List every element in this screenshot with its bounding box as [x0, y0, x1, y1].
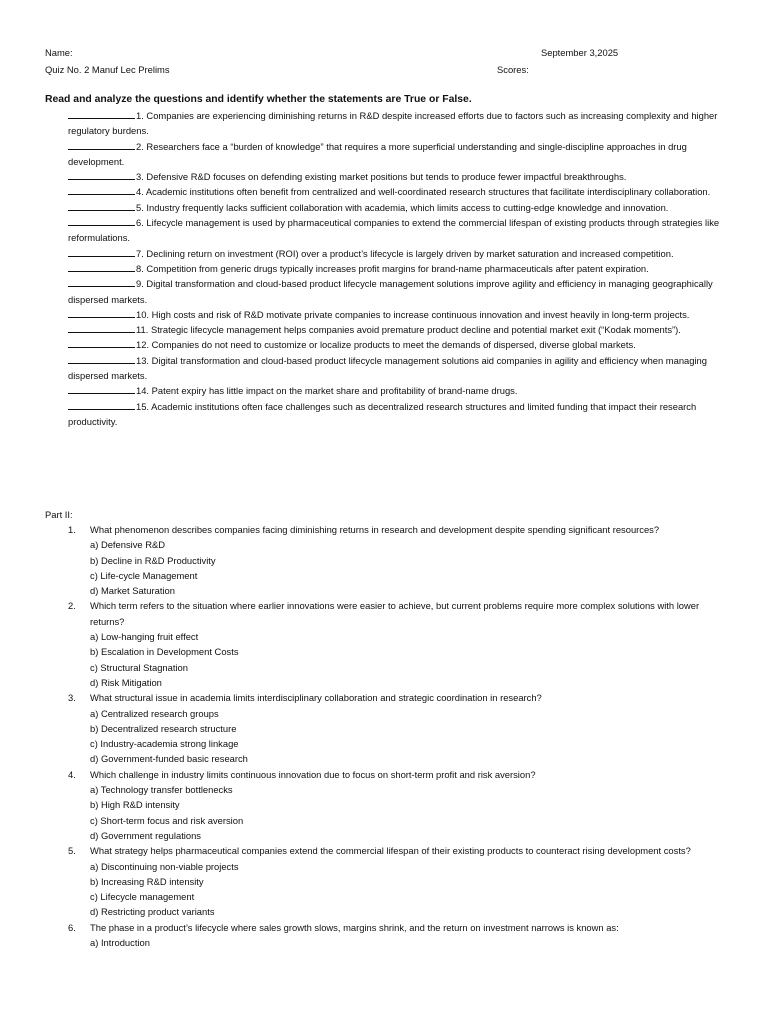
mcq-item [68, 522, 724, 598]
answer-blank[interactable] [68, 170, 135, 180]
answer-blank[interactable] [68, 201, 135, 211]
tf-statement: 2. Researchers face a “burden of knowledge” that requires a more superficial understanding and single-discipline approaches in drug development. [68, 140, 687, 167]
question-text: What phenomenon describes companies facing diminishing returns in research and development despite spending significant resources? [90, 524, 660, 535]
mcq-item [68, 767, 724, 843]
answer-choice: a) Centralized research groups [90, 707, 219, 719]
mcq-item [68, 598, 724, 690]
tf-item [68, 246, 724, 261]
tf-item [68, 108, 724, 139]
tf-item [68, 184, 724, 199]
tf-statement: 4. Academic institutions often benefit from centralized and well-coordinated research structures that facilitate interdisciplinary collaboration. [136, 186, 711, 198]
answer-choice: d) Risk Mitigation [90, 676, 162, 688]
tf-item [68, 261, 724, 276]
answer-choice: c) Structural Stagnation [90, 661, 188, 673]
question-text: The phase in a product’s lifecycle where sales growth slows, margins shrink, and the return on investment narrows is known as: [90, 921, 619, 933]
question-text: Which term refers to the situation where earlier innovations were easier to achieve, but current problems require more complex solutions with lower returns? [90, 600, 700, 627]
tf-item [68, 353, 724, 384]
question-number: 2. [68, 600, 76, 612]
tf-item [68, 399, 724, 430]
answer-blank[interactable] [68, 323, 135, 333]
mcq-item [68, 920, 724, 951]
tf-statement: 9. Digital transformation and cloud-based product lifecycle management solutions improve agility and efficiency in managing geographically dispersed markets. [68, 278, 713, 305]
tf-statement: 14. Patent expiry has little impact on the market share and profitability of brand-name drugs. [136, 385, 518, 397]
answer-blank[interactable] [68, 216, 135, 226]
answer-choice: a) Defensive R&D [90, 539, 166, 551]
answer-choice: a) Discontinuing non-viable projects [90, 860, 239, 872]
answer-choice: a) Low-hanging fruit effect [90, 631, 199, 643]
tf-statement: 7. Declining return on investment (ROI) over a product’s lifecycle is largely driven by market saturation and increased competition. [136, 247, 674, 259]
tf-item [68, 307, 724, 322]
multiple-choice-list [68, 522, 724, 950]
answer-blank[interactable] [68, 277, 135, 287]
question-text: What strategy helps pharmaceutical companies extend the commercial lifespan of their existing products to counteract rising development costs? [90, 845, 691, 857]
tf-statement: 12. Companies do not need to customize or localize products to meet the demands of dispersed, diverse global markets. [136, 339, 636, 351]
answer-blank[interactable] [68, 400, 135, 410]
answer-blank[interactable] [68, 262, 135, 272]
question-number: 5. [68, 845, 76, 857]
tf-statement: 15. Academic institutions often face challenges such as decentralized research structures and limited funding that impact their research productivity. [68, 400, 697, 427]
tf-statement: 10. High costs and risk of R&D motivate private companies to increase continuous innovation and invest heavily in long-term projects. [136, 308, 690, 320]
answer-blank[interactable] [68, 308, 135, 318]
part2-heading: Part II: [45, 509, 73, 520]
tf-item [68, 337, 724, 352]
answer-blank[interactable] [68, 247, 135, 257]
tf-statement: 6. Lifecycle management is used by pharmaceutical companies to extend the commercial lifespan of existing products through strategies like reformulations. [68, 217, 720, 244]
answer-choice: c) Life-cycle Management [90, 569, 198, 581]
tf-item [68, 169, 724, 184]
tf-item [68, 139, 724, 170]
answer-choice: a) Technology transfer bottlenecks [90, 784, 233, 796]
answer-choice: d) Market Saturation [90, 585, 175, 597]
quiz-title: Quiz No. 2 Manuf Lec Prelims [45, 64, 170, 75]
answer-blank[interactable] [68, 185, 135, 195]
answer-choice: d) Government-funded basic research [90, 753, 248, 765]
instruction-heading: Read and analyze the questions and identify whether the statements are True or False. [45, 94, 472, 105]
name-label: Name: [45, 47, 73, 58]
scores-label: Scores: [497, 64, 529, 75]
answer-blank[interactable] [68, 109, 135, 119]
question-text: What structural issue in academia limits interdisciplinary collaboration and strategic coordination in research? [90, 692, 542, 704]
answer-choice: b) Decline in R&D Productivity [90, 554, 216, 566]
tf-item [68, 322, 724, 337]
answer-choice: b) Decentralized research structure [90, 722, 237, 734]
answer-blank[interactable] [68, 384, 135, 394]
answer-choice: d) Government regulations [90, 829, 201, 841]
tf-item [68, 200, 724, 215]
answer-choice: c) Lifecycle management [90, 891, 195, 903]
question-text: Which challenge in industry limits continuous innovation due to focus on short-term profit and risk aversion? [90, 768, 536, 780]
question-number: 1. [68, 524, 76, 535]
answer-choice: b) Increasing R&D intensity [90, 875, 204, 887]
quiz-date: September 3,2025 [541, 47, 619, 58]
answer-choice: b) Escalation in Development Costs [90, 646, 239, 658]
tf-statement: 1. Companies are experiencing diminishing returns in R&D despite increased efforts due to factors such as increasing complexity and higher regulatory burdens. [68, 110, 718, 137]
answer-choice: b) High R&D intensity [90, 799, 180, 811]
question-number: 6. [68, 921, 76, 933]
question-number: 3. [68, 692, 76, 704]
tf-statement: 3. Defensive R&D focuses on defending existing market positions but tends to produce fewer impactful breakthroughs. [136, 171, 627, 183]
tf-statement: 11. Strategic lifecycle management helps companies avoid premature product decline and potential market exit (“Kodak moments”). [136, 324, 681, 336]
answer-choice: c) Industry-academia strong linkage [90, 738, 239, 750]
answer-choice: d) Restricting product variants [90, 906, 215, 918]
question-number: 4. [68, 768, 76, 780]
tf-statement: 8. Competition from generic drugs typically increases profit margins for brand-name pharmaceuticals after patent expiration. [136, 262, 649, 274]
tf-item [68, 383, 724, 398]
mcq-item [68, 690, 724, 766]
tf-statement: 5. Industry frequently lacks sufficient collaboration with academia, which limits access to cutting-edge knowledge and innovation. [136, 201, 669, 213]
true-false-list [68, 108, 724, 429]
answer-blank[interactable] [68, 140, 135, 150]
answer-blank[interactable] [68, 338, 135, 348]
answer-choice: a) Introduction [90, 937, 150, 949]
tf-item [68, 276, 724, 307]
tf-statement: 13. Digital transformation and cloud-based product lifecycle management solutions aid companies in agility and efficiency when managing dispersed markets. [68, 354, 707, 382]
answer-blank[interactable] [68, 354, 135, 364]
tf-item [68, 215, 724, 246]
mcq-item [68, 843, 724, 919]
answer-choice: c) Short-term focus and risk aversion [90, 814, 244, 826]
